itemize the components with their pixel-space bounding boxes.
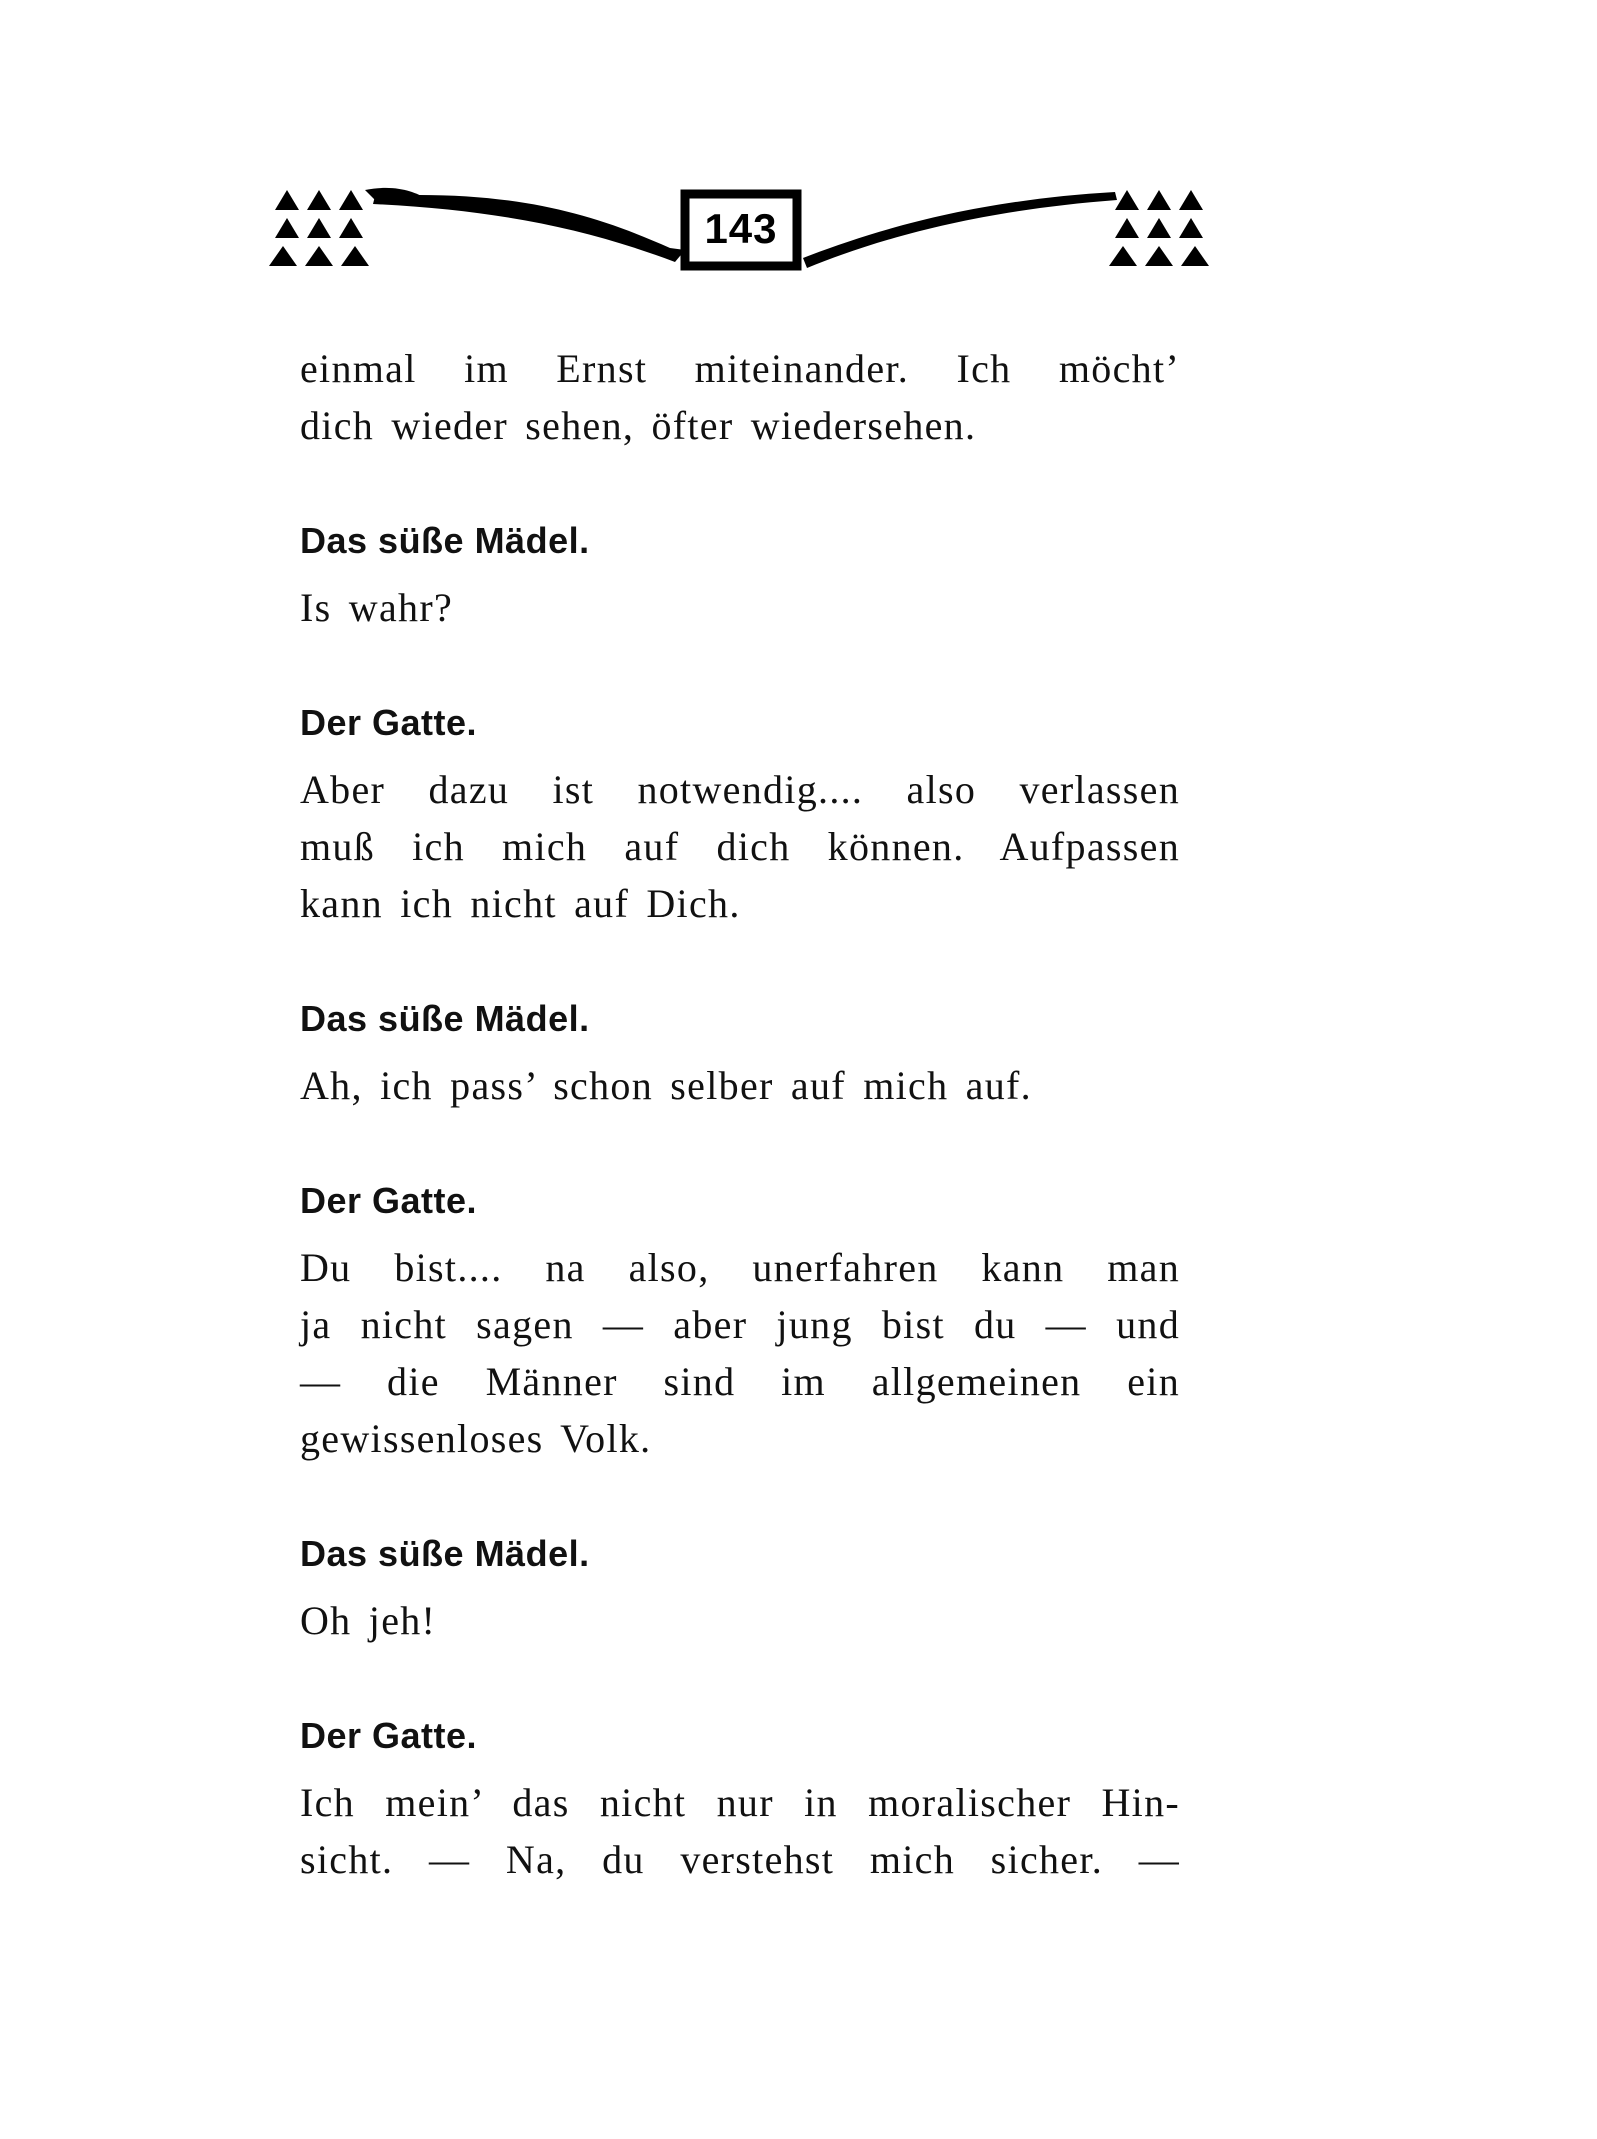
speaker-name: Das süße Mädel. — [300, 520, 590, 561]
text-line: sicht. — Na, du verstehst mich sicher. — — [300, 1837, 1180, 1882]
text-line: Aber dazu ist notwendig.... also verlassen — [300, 767, 1180, 812]
right-spade-cluster-icon — [1109, 190, 1209, 266]
speech-text — [300, 1057, 1180, 1114]
text-line: Is wahr? — [300, 585, 454, 630]
right-swoosh — [803, 192, 1117, 268]
text-line: Oh jeh! — [300, 1598, 437, 1643]
text-line: kann ich nicht auf Dich. — [300, 881, 741, 926]
text-line: dich wieder sehen, öfter wiedersehen. — [300, 403, 977, 448]
text-line: einmal im Ernst miteinander. Ich möcht’ — [300, 346, 1180, 391]
text-line: muß ich mich auf dich können. Aufpassen — [300, 824, 1180, 869]
continued-speech — [300, 340, 1180, 454]
speech-text — [300, 1774, 1180, 1888]
page-header-ornament — [255, 170, 1235, 300]
page-number: 143 — [704, 205, 778, 252]
speaker-name: Der Gatte. — [300, 702, 478, 743]
page-body — [300, 340, 1180, 1888]
text-line: Du bist.... na also, unerfahren kann man — [300, 1245, 1180, 1290]
text-line: gewissenloses Volk. — [300, 1416, 652, 1461]
speaker-name: Das süße Mädel. — [300, 1533, 590, 1574]
speech-text — [300, 761, 1180, 932]
text-line: Ich mein’ das nicht nur in moralischer Hin- — [300, 1780, 1180, 1825]
speaker-name: Das süße Mädel. — [300, 998, 590, 1039]
speech-text — [300, 1592, 1180, 1649]
speech-text — [300, 1239, 1180, 1467]
text-line: Ah, ich pass’ schon selber auf mich auf. — [300, 1063, 1032, 1108]
speech-text — [300, 579, 1180, 636]
left-swoosh — [373, 195, 685, 262]
speaker-name: Der Gatte. — [300, 1715, 478, 1756]
speaker-name: Der Gatte. — [300, 1180, 478, 1221]
text-line: — die Männer sind im allgemeinen ein — [300, 1359, 1180, 1404]
text-line: ja nicht sagen — aber jung bist du — und — [300, 1302, 1180, 1347]
